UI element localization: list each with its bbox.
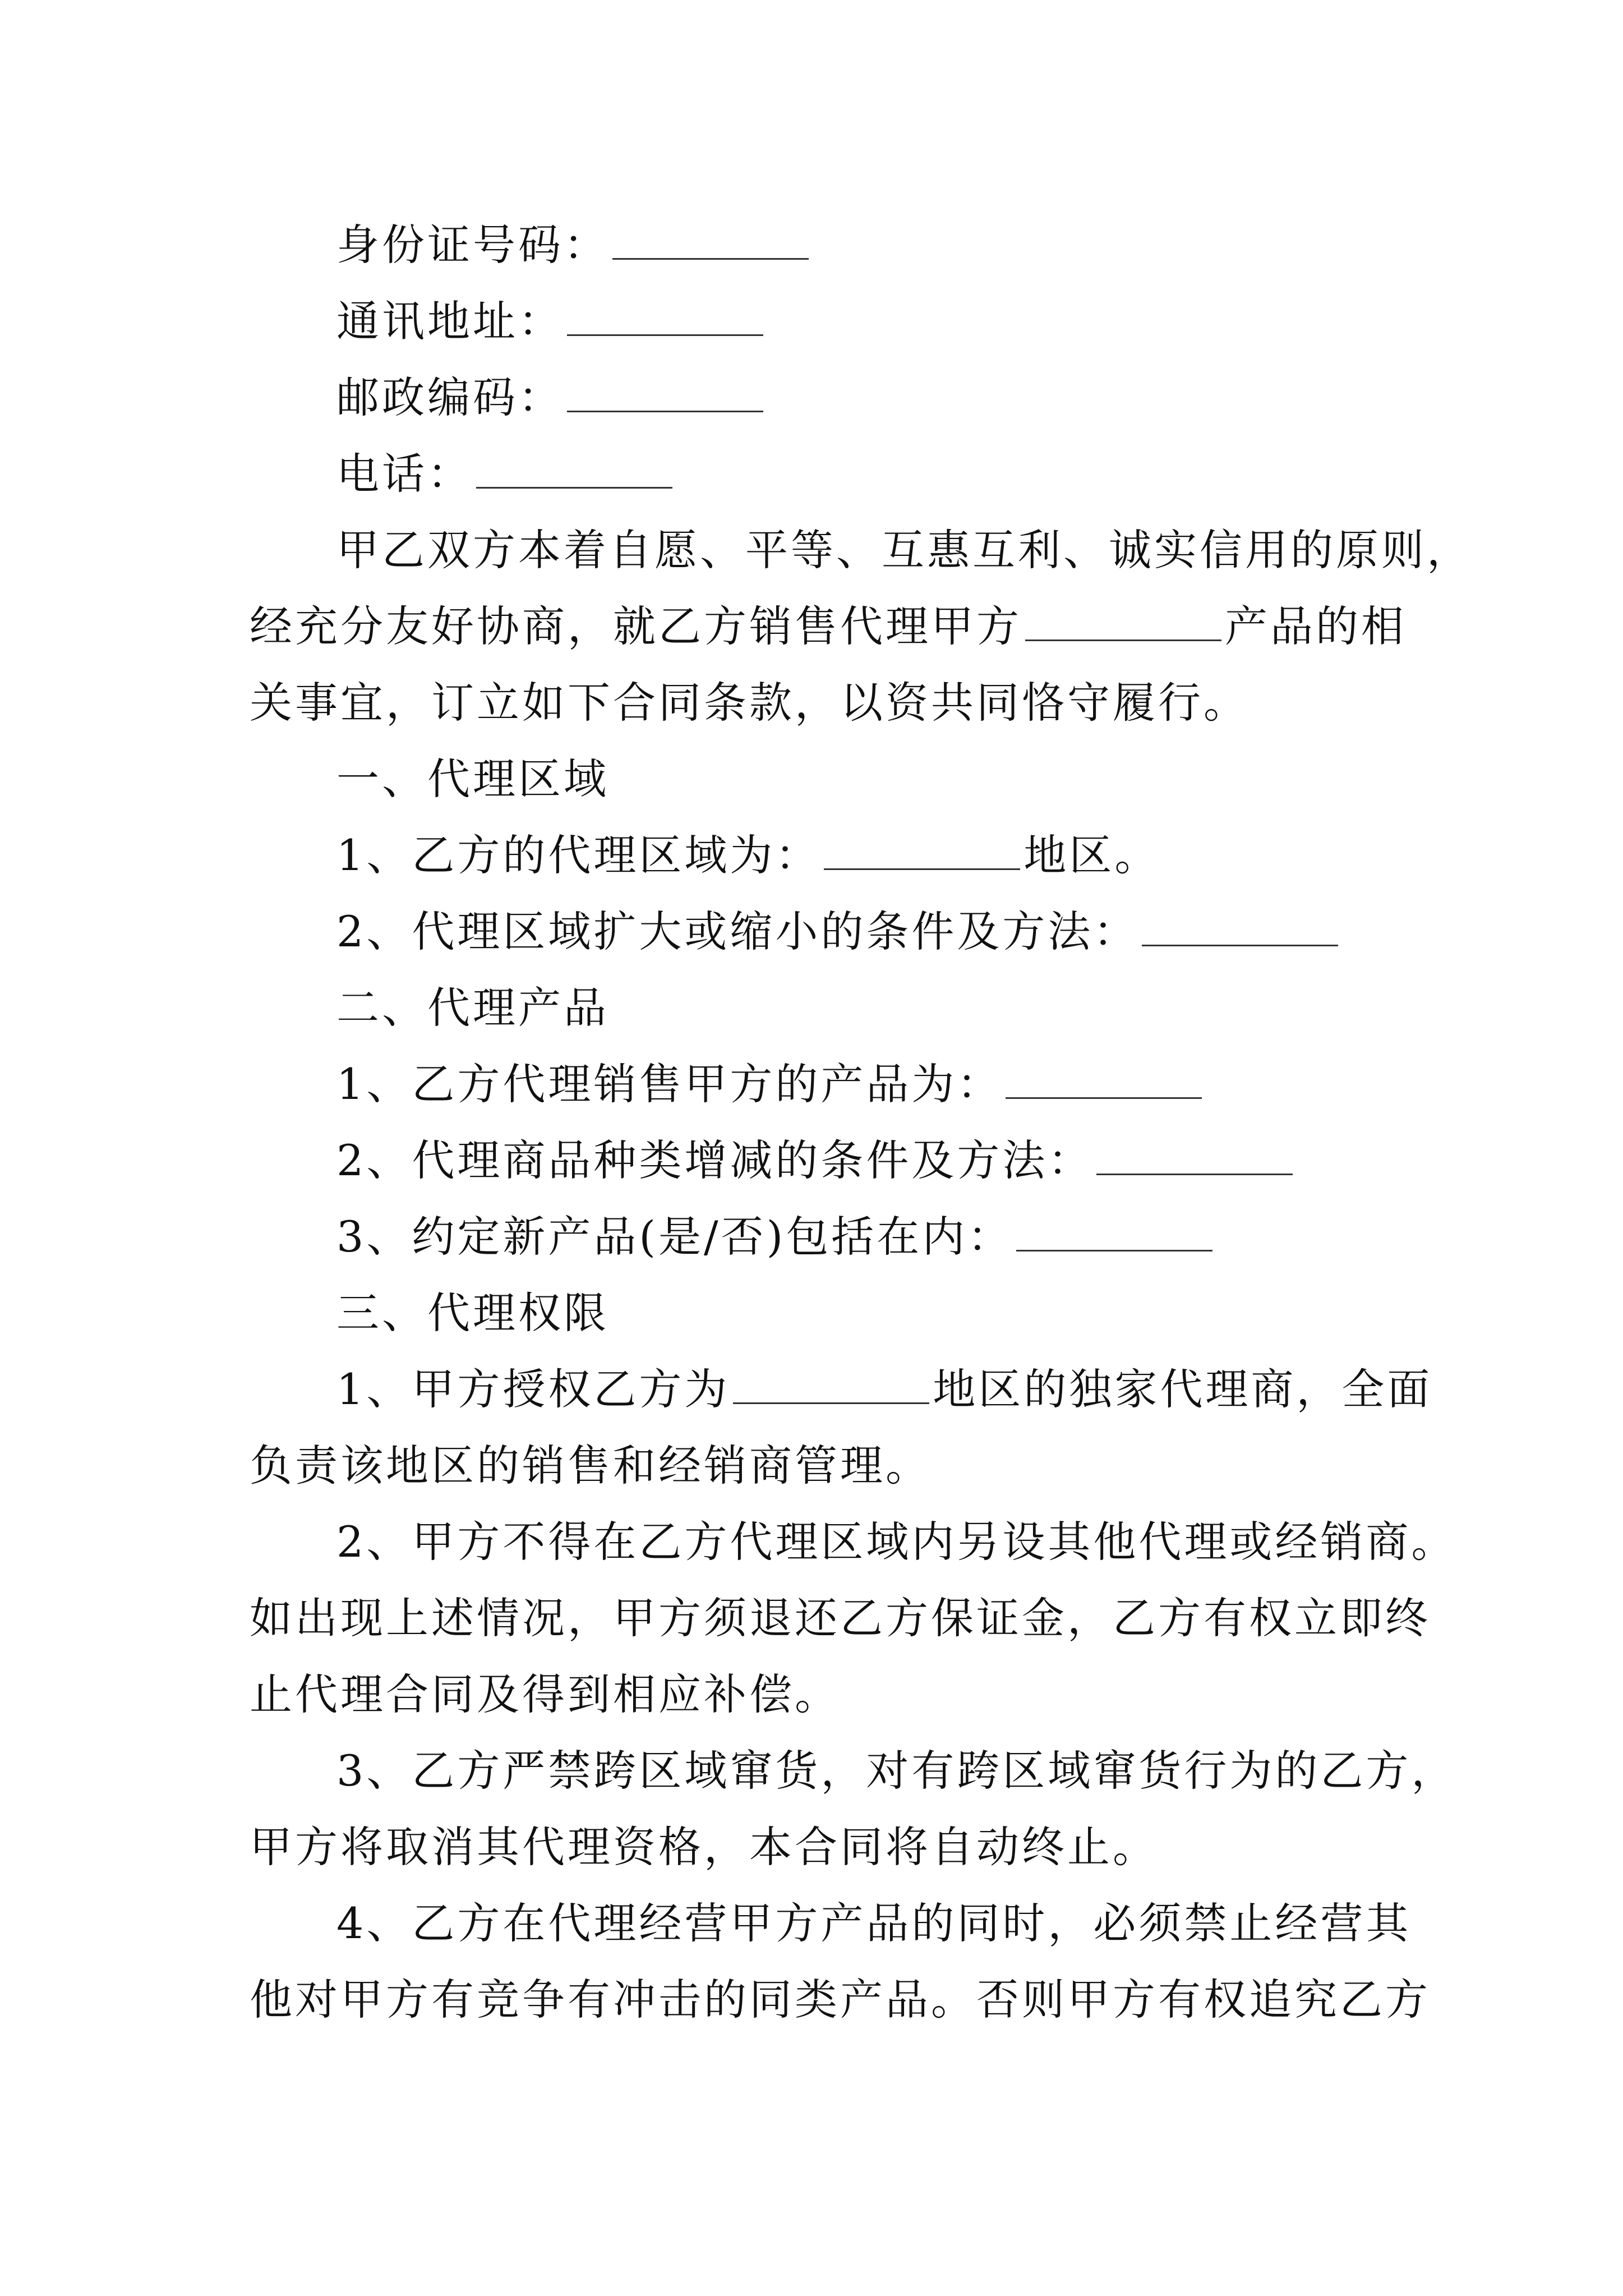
- section-1-item-1: [250, 827, 1475, 884]
- product-change-blank: [1096, 1140, 1293, 1175]
- section-3-item-1-text-c: 负责该地区的销售和经销商管理。: [250, 1441, 931, 1490]
- preamble-text-3: 关事宜，订立如下合同条款，以资共同恪守履行。: [250, 678, 1249, 728]
- preamble-text-2b: 产品的相: [1225, 601, 1407, 651]
- section-3-item-3-text-b: 甲方将取消其代理资格，本合同将自动终止。: [250, 1822, 1158, 1872]
- section-2-heading: [250, 980, 1475, 1036]
- preamble-line-1: [250, 522, 1475, 578]
- section-3-item-2-text-a: 2、甲方不得在乙方代理区域内另设其他代理或经销商。: [336, 1517, 1457, 1567]
- section-3-heading: [250, 1285, 1475, 1341]
- section-3-item-2-line-2: [250, 1590, 1431, 1646]
- section-3-title: 三、代理权限: [336, 1288, 609, 1338]
- section-1-item-2: [250, 904, 1475, 960]
- new-product-blank: [1016, 1216, 1212, 1251]
- postal-code-label: 邮政编码：: [336, 372, 564, 422]
- section-3-item-4-text-b: 他对甲方有竞争有冲击的同类产品。否则甲方有权追究乙方: [250, 1975, 1431, 2024]
- section-1-item-2-text: 2、代理区域扩大或缩小的条件及方法：: [336, 907, 1139, 956]
- section-1-item-1-text-a: 1、乙方的代理区域为：: [336, 830, 821, 880]
- address-label: 通讯地址：: [336, 296, 564, 346]
- section-2-item-3: [250, 1209, 1475, 1265]
- phone-blank: [476, 453, 672, 489]
- section-3-item-2-text-b: 如出现上述情况，甲方须退还乙方保证金，乙方有权立即终: [250, 1593, 1431, 1643]
- preamble-line-2: [250, 599, 1407, 655]
- address-blank: [567, 301, 763, 336]
- section-2-item-1: [250, 1056, 1475, 1112]
- postal-code-field: [250, 370, 1475, 426]
- postal-code-blank: [567, 377, 763, 412]
- section-3-item-4-text-a: 4、乙方在代理经营甲方产品的同时，必须禁止经营其: [336, 1898, 1412, 1948]
- section-3-item-3-line-1: [250, 1743, 1475, 1799]
- section-3-item-1-text-b: 地区的独家代理商，全面: [933, 1364, 1433, 1414]
- section-3-item-2-line-3: [250, 1667, 1388, 1723]
- section-2-item-2-text: 2、代理商品种类增减的条件及方法：: [336, 1135, 1094, 1185]
- section-3-item-1-line-2: [250, 1438, 1388, 1494]
- id-number-label: 身份证号码：: [336, 220, 609, 270]
- section-2-item-3-text: 3、约定新产品(是/否)包括在内：: [336, 1212, 1013, 1262]
- preamble-line-3: [250, 675, 1388, 731]
- section-3-item-3-line-2: [250, 1819, 1388, 1875]
- preamble-text-1: 甲乙双方本着自愿、平等、互惠互利、诚实信用的原则，: [336, 525, 1472, 575]
- section-2-item-2: [250, 1133, 1475, 1189]
- region-change-blank: [1142, 911, 1338, 946]
- section-3-item-1-text-a: 1、甲方授权乙方为: [336, 1364, 730, 1414]
- section-1-title: 一、代理区域: [336, 754, 609, 804]
- products-blank: [1006, 1064, 1202, 1099]
- preamble-text-2a: 经充分友好协商，就乙方销售代理甲方: [250, 601, 1022, 651]
- id-number-field: [250, 217, 1475, 273]
- section-3-item-4-line-1: [250, 1895, 1475, 1952]
- section-3-item-4-line-2: [250, 1972, 1431, 2028]
- section-3-item-2-text-c: 止代理合同及得到相应补偿。: [250, 1669, 840, 1719]
- exclusive-region-blank: [733, 1369, 929, 1404]
- section-3-item-2-line-1: [250, 1514, 1475, 1570]
- region-blank: [824, 835, 1020, 870]
- product-blank: [1025, 606, 1221, 641]
- section-3-item-3-text-a: 3、乙方严禁跨区域窜货，对有跨区域窜货行为的乙方，: [336, 1746, 1457, 1796]
- section-3-item-1-line-1: [250, 1361, 1475, 1418]
- address-field: [250, 293, 1475, 349]
- section-1-heading: [250, 751, 1475, 807]
- section-2-item-1-text: 1、乙方代理销售甲方的产品为：: [336, 1059, 1003, 1109]
- phone-field: [250, 446, 1475, 502]
- section-1-item-1-text-b: 地区。: [1023, 830, 1160, 880]
- phone-label: 电话：: [336, 449, 473, 499]
- id-number-blank: [612, 224, 809, 260]
- section-2-title: 二、代理产品: [336, 983, 609, 1033]
